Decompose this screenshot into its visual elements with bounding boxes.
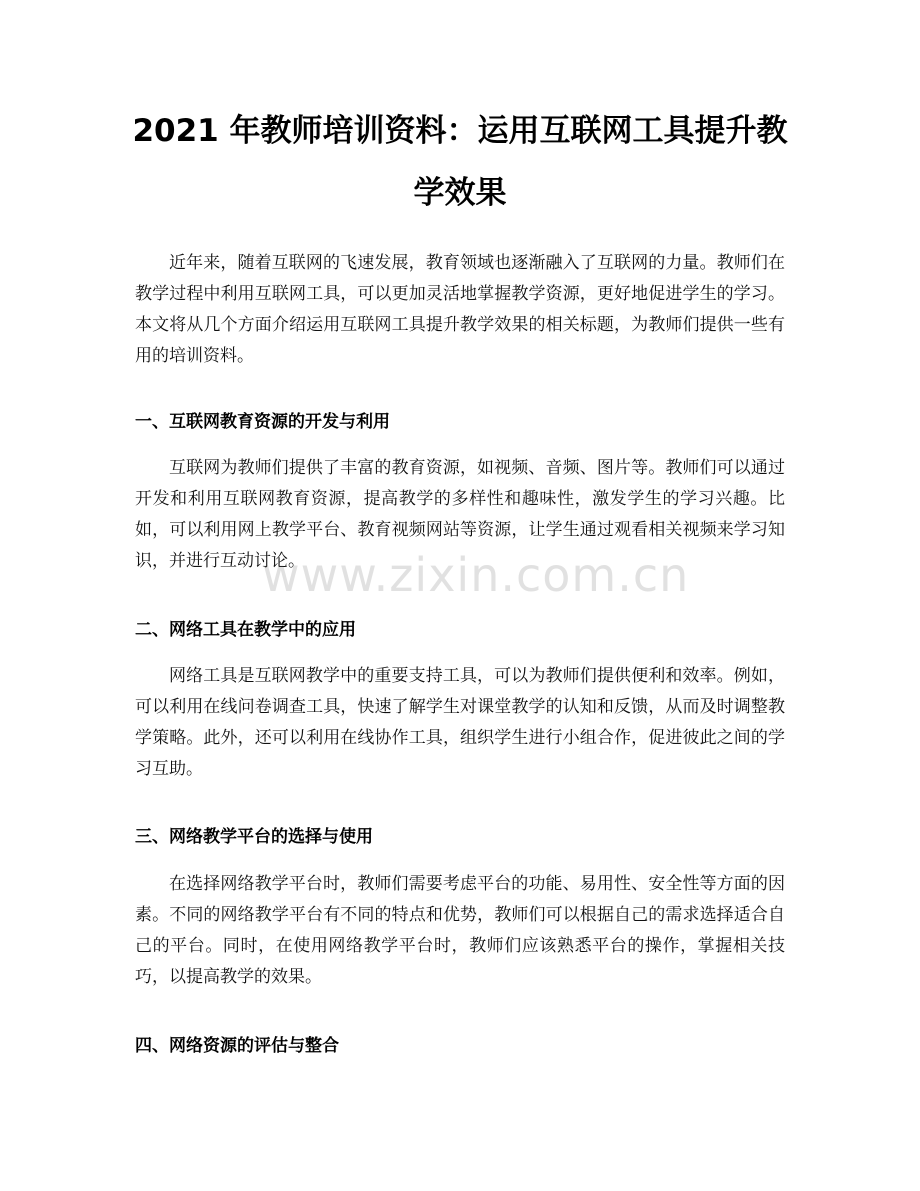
section-3-body: 在选择网络教学平台时，教师们需要考虑平台的功能、易用性、安全性等方面的因素。不同的网络教学平台有不同的特点和优势，教师们可以根据自己的需求选择适合自己的平台。同时，在使用网络教学平台时，教师们应该熟悉平台的操作，掌握相关技巧，以提高教学的效果。 <box>135 874 785 987</box>
intro-paragraph: 近年来，随着互联网的飞速发展，教育领域也逐渐融入了互联网的力量。教师们在教学过程中利用互联网工具，可以更加灵活地掌握教学资源，更好地促进学生的学习。本文将从几个方面介绍运用互联网工具提升教学效果的相关标题，为教师们提供一些有用的培训资料。 <box>135 253 785 366</box>
document-title: 2021 年教师培训资料：运用互联网工具提升教学效果 <box>132 113 788 211</box>
watermark-text: www.zixin.com.cn <box>262 548 690 602</box>
section-4-heading: 四、网络资源的评估与整合 <box>135 1036 339 1056</box>
section-3-heading: 三、网络教学平台的选择与使用 <box>135 827 373 847</box>
section-2-heading: 二、网络工具在教学中的应用 <box>135 620 356 640</box>
section-1-body: 互联网为教师们提供了丰富的教育资源，如视频、音频、图片等。教师们可以通过开发和利用互联网教育资源，提高教学的多样性和趣味性，激发学生的学习兴趣。比如，可以利用网上教学平台、教育视频网站等资源，让学生通过观看相关视频来学习知识，并进行互动讨论。 <box>135 458 785 571</box>
section-1-heading: 一、互联网教育资源的开发与利用 <box>135 412 390 432</box>
section-2-body: 网络工具是互联网教学中的重要支持工具，可以为教师们提供便利和效率。例如，可以利用在线问卷调查工具，快速了解学生对课堂教学的认知和反馈，从而及时调整教学策略。此外，还可以利用在线协作工具，组织学生进行小组合作，促进彼此之间的学习互助。 <box>135 666 785 779</box>
